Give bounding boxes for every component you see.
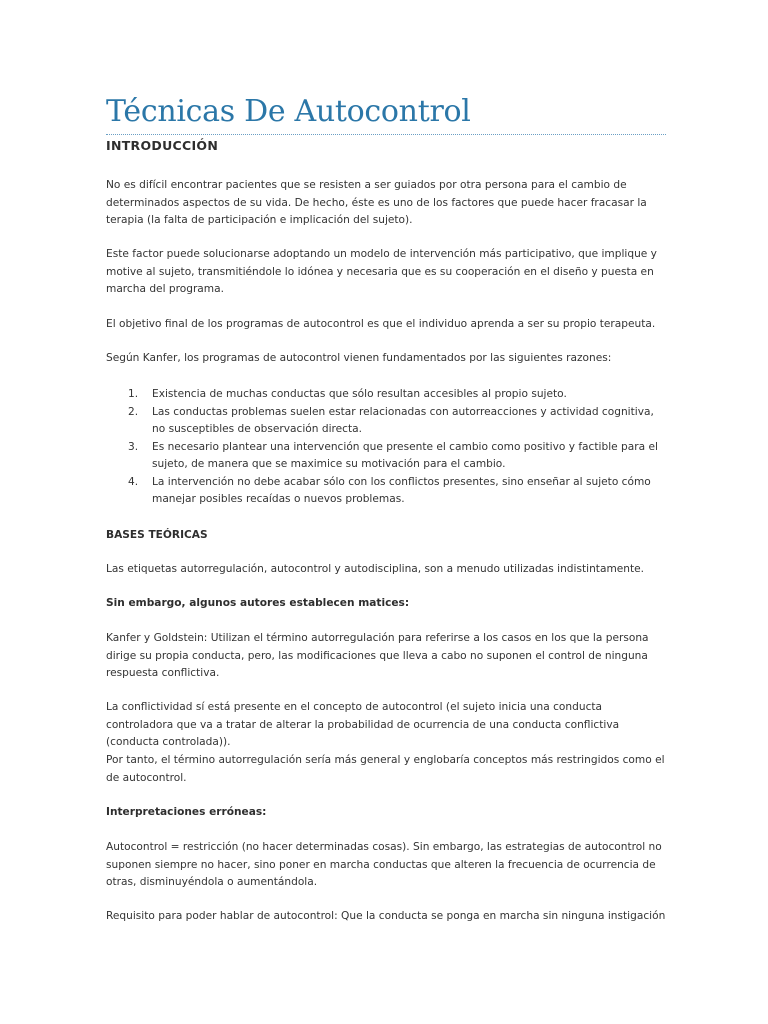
intro-paragraph-1: No es difícil encontrar pacientes que se resisten a ser guiados por otra persona para el cambio de determinados aspectos de su vida. De hecho, éste es uno de los factores que puede hacer fracasar la terapia (la falta de participación e implicación del sujeto). <box>106 179 647 226</box>
title-divider <box>106 134 666 135</box>
bases-paragraph-2: Kanfer y Goldstein: Utilizan el término autorregulación para referirse a los casos en los que la persona dirige su propia conducta, pero, las modificaciones que lleva a cabo no suponen el control de ninguna respuesta conflictiva. <box>106 632 649 679</box>
list-item-text: Es necesario plantear una intervención que presente el cambio como positivo y factible para el sujeto, de manera que se maximice su motivación para el cambio. <box>152 440 658 470</box>
list-item-number: 1. <box>128 388 139 400</box>
list-item-number: 2. <box>128 405 139 418</box>
intro-paragraph-2: Este factor puede solucionarse adoptando un modelo de intervención más participativo, que implique y motive al sujeto, transmitiéndole lo idónea y necesaria que es su cooperación en el diseño y puesta en marcha del programa. <box>106 248 657 295</box>
bases-paragraph-6: Requisito para poder hablar de autocontrol: Que la conducta se ponga en marcha sin ninguna instigación <box>106 910 666 922</box>
list-item-number: 3. <box>128 440 139 453</box>
intro-paragraph-4: Según Kanfer, los programas de autocontrol vienen fundamentados por las siguientes razones: <box>106 352 612 364</box>
intro-heading: INTRODUCCIÓN <box>106 138 219 153</box>
bases-paragraph-5: Autocontrol = restricción (no hacer determinadas cosas). Sin embargo, las estrategias de autocontrol no suponen siempre no hacer, sino poner en marcha conductas que alteren la frecuencia de ocurrencia de otras, disminuyéndola o aumentándola. <box>106 841 662 888</box>
list-item-text: Existencia de muchas conductas que sólo resultan accesibles al propio sujeto. <box>152 388 567 400</box>
document-page <box>106 92 666 922</box>
document-title: Técnicas De Autocontrol <box>106 94 471 129</box>
bases-paragraph-1: Las etiquetas autorregulación, autocontrol y autodisciplina, son a menudo utilizadas indistintamente. <box>106 563 645 575</box>
reasons-list <box>106 386 666 509</box>
list-item <box>106 439 666 474</box>
list-item-number: 4. <box>128 475 139 488</box>
list-item-text: La intervención no debe acabar sólo con los conflictos presentes, sino enseñar al sujeto cómo manejar posibles recaídas o nuevos problemas. <box>152 475 651 505</box>
list-item <box>106 386 666 404</box>
erroneas-heading: Interpretaciones erróneas: <box>106 806 267 818</box>
intro-paragraph-3: El objetivo final de los programas de autocontrol es que el individuo aprenda a ser su propio terapeuta. <box>106 318 656 330</box>
bases-heading: BASES TEÓRICAS <box>106 529 208 541</box>
list-item <box>106 474 666 509</box>
bases-paragraph-3: La conflictividad sí está presente en el concepto de autocontrol (el sujeto inicia una conducta controladora que va a tratar de alterar la probabilidad de ocurrencia de una conducta conflictiva (conducta controlada)). <box>106 701 620 748</box>
bases-paragraph-4: Por tanto, el término autorregulación sería más general y englobaría conceptos más restringidos como el de autocontrol. <box>106 754 665 784</box>
list-item-text: Las conductas problemas suelen estar relacionadas con autorreacciones y actividad cognitiva, no susceptibles de observación directa. <box>152 405 654 435</box>
list-item <box>106 404 666 439</box>
matices-heading: Sin embargo, algunos autores establecen matices: <box>106 597 410 609</box>
